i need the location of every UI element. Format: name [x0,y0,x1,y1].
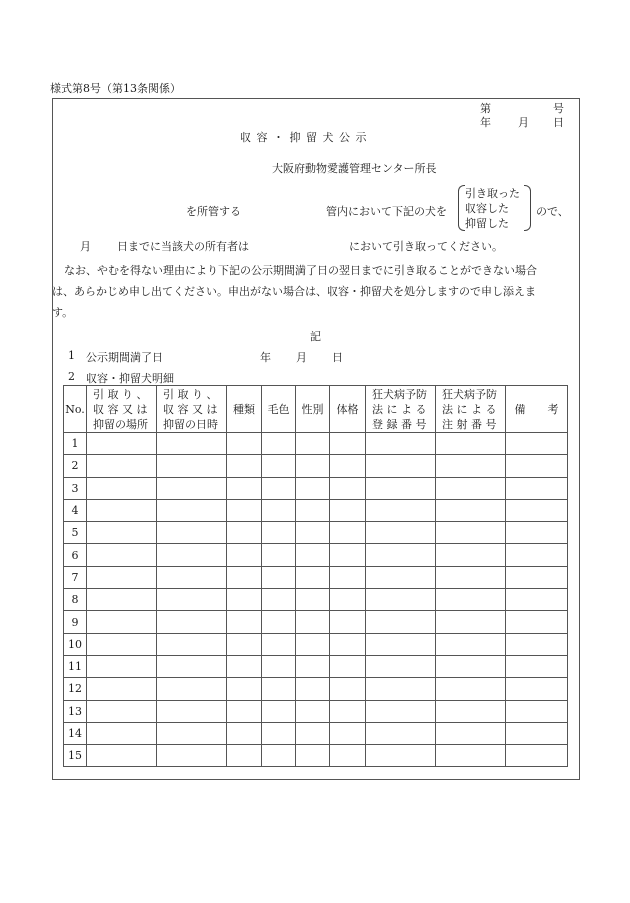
cell-breed[interactable] [227,700,262,722]
item1-number: 1 [68,349,75,362]
notice-line-2: は、あらかじめ申し出てください。申出がない場合は、収容・抑留犬を処分しますので申し添えま [52,285,536,298]
option-hikitotta: 引き取った [465,187,520,200]
ki-heading: 記 [310,330,321,343]
table-row [64,455,568,477]
cell-datetime[interactable] [157,700,227,722]
cell-sex[interactable] [296,745,330,767]
number-dai: 第 [480,102,491,115]
cell-place[interactable] [87,745,157,767]
cell-size[interactable] [330,499,366,521]
cell-remarks[interactable] [506,455,568,477]
cell-datetime[interactable] [157,655,227,677]
deadline-month: 月 [80,240,91,253]
cell-color[interactable] [262,722,296,744]
header-sex: 性別 [296,386,330,433]
dog-detail-table [63,385,568,767]
deadline-text: 日までに当該犬の所有者は [117,240,249,253]
cell-remarks[interactable] [506,477,568,499]
cell-place[interactable] [87,722,157,744]
cell-no: 8 [64,589,87,611]
cell-registration[interactable] [366,722,436,744]
cell-place[interactable] [87,433,157,455]
cell-datetime[interactable] [157,522,227,544]
cell-sex[interactable] [296,566,330,588]
cell-injection[interactable] [436,433,506,455]
cell-color[interactable] [262,655,296,677]
cell-registration[interactable] [366,544,436,566]
cell-remarks[interactable] [506,522,568,544]
cell-datetime[interactable] [157,589,227,611]
cell-sex[interactable] [296,633,330,655]
table-row [64,722,568,744]
cell-sex[interactable] [296,611,330,633]
cell-color[interactable] [262,589,296,611]
body-jurisdiction: を所管する [186,205,241,218]
form-number: 様式第8号（第13条関係） [50,82,181,95]
cell-sex[interactable] [296,589,330,611]
cell-color[interactable] [262,455,296,477]
cell-place[interactable] [87,655,157,677]
cell-breed[interactable] [227,433,262,455]
cell-no: 4 [64,499,87,521]
cell-remarks[interactable] [506,633,568,655]
cell-size[interactable] [330,544,366,566]
cell-no: 5 [64,522,87,544]
cell-place[interactable] [87,700,157,722]
cell-size[interactable] [330,455,366,477]
item1-day: 日 [332,351,343,364]
cell-place[interactable] [87,455,157,477]
header-remarks: 備 考 [506,386,568,433]
cell-registration[interactable] [366,477,436,499]
cell-sex[interactable] [296,722,330,744]
header-registration: 狂犬病予防 法 に よ る 登 録 番 号 [366,386,436,433]
cell-registration[interactable] [366,678,436,700]
cell-registration[interactable] [366,433,436,455]
cell-color[interactable] [262,544,296,566]
table-header-row [64,386,568,433]
cell-remarks[interactable] [506,722,568,744]
cell-size[interactable] [330,566,366,588]
cell-datetime[interactable] [157,678,227,700]
cell-no: 9 [64,611,87,633]
cell-injection[interactable] [436,589,506,611]
item1-year: 年 [260,351,271,364]
cell-no: 2 [64,455,87,477]
cell-size[interactable] [330,522,366,544]
table-row [64,745,568,767]
header-color: 毛色 [262,386,296,433]
cell-registration[interactable] [366,655,436,677]
cell-remarks[interactable] [506,678,568,700]
cell-injection[interactable] [436,722,506,744]
cell-remarks[interactable] [506,655,568,677]
cell-datetime[interactable] [157,433,227,455]
cell-no: 13 [64,700,87,722]
cell-datetime[interactable] [157,544,227,566]
option-yokuryushita: 抑留した [465,217,509,230]
table-row [64,566,568,588]
cell-datetime[interactable] [157,745,227,767]
cell-injection[interactable] [436,499,506,521]
header-no: No. [64,386,87,433]
table-row [64,633,568,655]
table-row [64,433,568,455]
cell-registration[interactable] [366,566,436,588]
cell-sex[interactable] [296,700,330,722]
cell-no: 12 [64,678,87,700]
header-place: 引 取 り 、 収 容 又 は 抑留の場所 [87,386,157,433]
notice-line-3: す。 [52,306,74,319]
number-go: 号 [553,102,564,115]
header-breed: 種類 [227,386,262,433]
cell-registration[interactable] [366,633,436,655]
cell-color[interactable] [262,745,296,767]
cell-size[interactable] [330,589,366,611]
table-row [64,544,568,566]
cell-sex[interactable] [296,433,330,455]
cell-size[interactable] [330,678,366,700]
cell-remarks[interactable] [506,499,568,521]
header-datetime: 引 取 り 、 収 容 又 は 抑留の日時 [157,386,227,433]
cell-color[interactable] [262,477,296,499]
cell-place[interactable] [87,566,157,588]
issuer-name: 大阪府動物愛護管理センター所長 [272,162,437,175]
table-row [64,589,568,611]
cell-sex[interactable] [296,544,330,566]
cell-sex[interactable] [296,678,330,700]
cell-size[interactable] [330,745,366,767]
page-title: 収 容 ・ 抑 留 犬 公 示 [240,131,368,144]
cell-injection[interactable] [436,611,506,633]
cell-place[interactable] [87,522,157,544]
cell-sex[interactable] [296,455,330,477]
cell-registration[interactable] [366,589,436,611]
cell-size[interactable] [330,477,366,499]
cell-breed[interactable] [227,477,262,499]
table-row [64,522,568,544]
cell-registration[interactable] [366,611,436,633]
table-row [64,700,568,722]
cell-datetime[interactable] [157,633,227,655]
cell-remarks[interactable] [506,700,568,722]
cell-size[interactable] [330,655,366,677]
cell-size[interactable] [330,633,366,655]
cell-no: 7 [64,566,87,588]
cell-injection[interactable] [436,455,506,477]
cell-color[interactable] [262,433,296,455]
cell-place[interactable] [87,611,157,633]
cell-breed[interactable] [227,455,262,477]
cell-breed[interactable] [227,499,262,521]
cell-color[interactable] [262,611,296,633]
cell-remarks[interactable] [506,433,568,455]
cell-place[interactable] [87,499,157,521]
cell-breed[interactable] [227,745,262,767]
header-size: 体格 [330,386,366,433]
cell-no: 1 [64,433,87,455]
notice-line-1: なお、やむを得ない理由により下記の公示期間満了日の翌日までに引き取ることができない場合 [64,264,537,277]
cell-no: 14 [64,722,87,744]
cell-no: 15 [64,745,87,767]
cell-breed[interactable] [227,589,262,611]
cell-registration[interactable] [366,700,436,722]
cell-place[interactable] [87,633,157,655]
cell-color[interactable] [262,566,296,588]
table-row [64,655,568,677]
cell-no: 3 [64,477,87,499]
cell-color[interactable] [262,633,296,655]
date-year: 年 [480,116,491,129]
cell-injection[interactable] [436,544,506,566]
cell-registration[interactable] [366,455,436,477]
cell-size[interactable] [330,611,366,633]
item1-month: 月 [296,351,307,364]
cell-remarks[interactable] [506,566,568,588]
cell-datetime[interactable] [157,455,227,477]
header-injection: 狂犬病予防 法 に よ る 注 射 番 号 [436,386,506,433]
cell-breed[interactable] [227,566,262,588]
pickup-text: において引き取ってください。 [349,240,503,253]
cell-size[interactable] [330,433,366,455]
cell-sex[interactable] [296,655,330,677]
cell-datetime[interactable] [157,611,227,633]
item2-number: 2 [68,370,75,383]
item2-label: 収容・抑留犬明細 [86,372,174,385]
date-day: 日 [553,116,564,129]
cell-injection[interactable] [436,633,506,655]
cell-breed[interactable] [227,633,262,655]
cell-injection[interactable] [436,477,506,499]
cell-color[interactable] [262,522,296,544]
cell-remarks[interactable] [506,544,568,566]
cell-injection[interactable] [436,745,506,767]
table-row [64,611,568,633]
cell-size[interactable] [330,700,366,722]
cell-datetime[interactable] [157,566,227,588]
cell-registration[interactable] [366,745,436,767]
cell-registration[interactable] [366,522,436,544]
body-node: ので、 [536,205,569,218]
date-month: 月 [518,116,529,129]
body-district-text: 管内において下記の犬を [326,205,447,218]
cell-injection[interactable] [436,700,506,722]
left-brace [458,185,465,231]
cell-breed[interactable] [227,655,262,677]
cell-no: 10 [64,633,87,655]
item1-label: 公示期間満了日 [86,351,163,364]
cell-color[interactable] [262,678,296,700]
cell-color[interactable] [262,499,296,521]
cell-sex[interactable] [296,522,330,544]
cell-remarks[interactable] [506,611,568,633]
cell-sex[interactable] [296,477,330,499]
cell-datetime[interactable] [157,499,227,521]
cell-injection[interactable] [436,655,506,677]
cell-breed[interactable] [227,611,262,633]
cell-no: 11 [64,655,87,677]
cell-breed[interactable] [227,522,262,544]
cell-injection[interactable] [436,678,506,700]
right-brace [524,185,531,231]
cell-place[interactable] [87,477,157,499]
table-row [64,678,568,700]
cell-remarks[interactable] [506,745,568,767]
cell-breed[interactable] [227,544,262,566]
cell-remarks[interactable] [506,589,568,611]
cell-place[interactable] [87,544,157,566]
cell-registration[interactable] [366,499,436,521]
cell-injection[interactable] [436,522,506,544]
cell-place[interactable] [87,678,157,700]
table-row [64,499,568,521]
cell-no: 6 [64,544,87,566]
cell-datetime[interactable] [157,722,227,744]
cell-breed[interactable] [227,678,262,700]
cell-sex[interactable] [296,499,330,521]
cell-datetime[interactable] [157,477,227,499]
cell-color[interactable] [262,700,296,722]
cell-injection[interactable] [436,566,506,588]
cell-size[interactable] [330,722,366,744]
option-shuyoshita: 収容した [465,202,509,215]
cell-breed[interactable] [227,722,262,744]
cell-place[interactable] [87,589,157,611]
table-row [64,477,568,499]
